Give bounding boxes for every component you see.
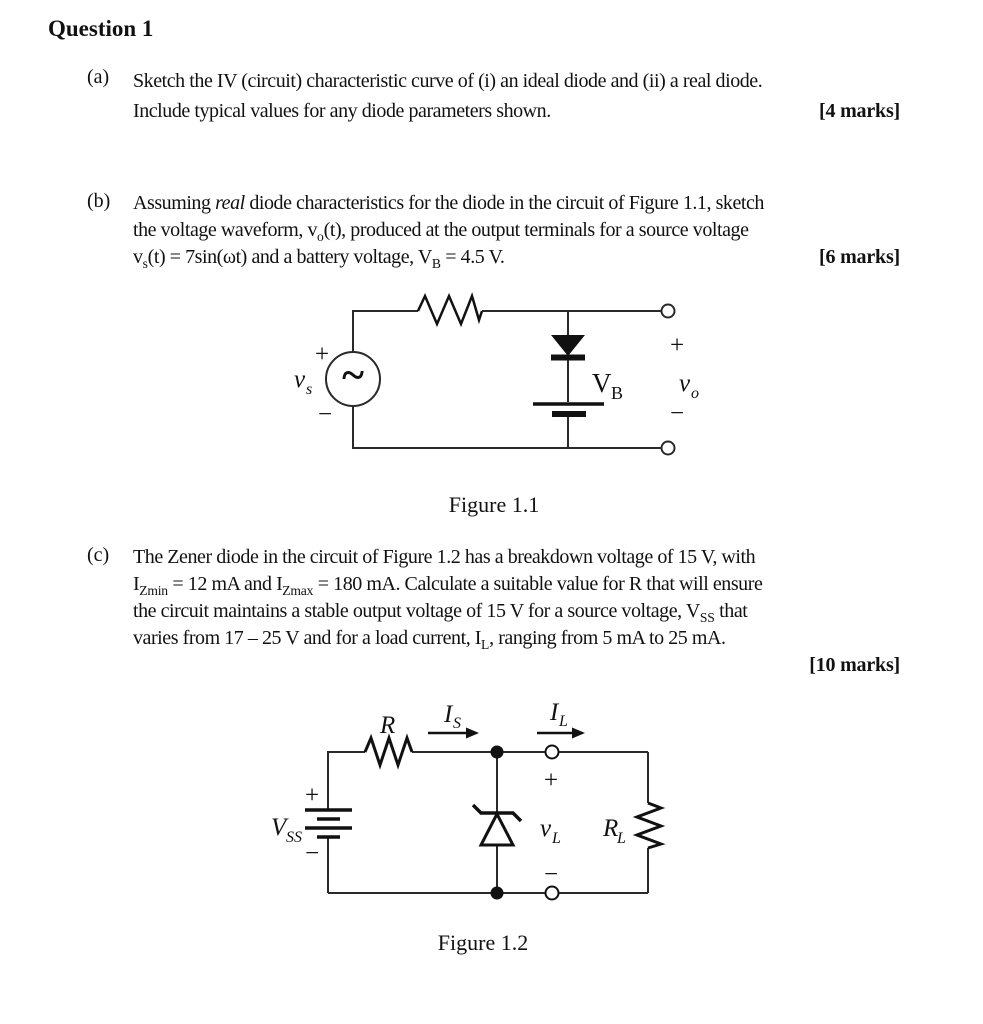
part-b-line-1: Assuming real diode characteristics for the diode in the circuit of Figure 1.1, sketch [133,192,764,214]
fig2-vl-sub: L [552,830,561,847]
fig1-vo-label: v [679,370,691,397]
part-a-line-2 [133,96,900,126]
part-c [87,544,900,679]
question-title: Question 1 [48,16,154,41]
fig1-source-minus: − [318,401,333,428]
part-b-marks: [6 marks] [819,246,900,268]
fig2-node-top [491,746,504,759]
part-b-line-3-text: $v_s(t) = 7\sin(\omega t)$ and a battery voltage, $V_B = 4.5$ V. [133,246,505,271]
fig2-node-bottom [491,887,504,900]
fig1-vs-sub: s [306,381,313,398]
part-b-label: (b) [87,190,111,212]
fig1-vb-label: V [592,368,612,398]
fig2-vss-minus: − [305,840,320,867]
fig2-vss-sub: SS [286,829,302,846]
fig2-vl-plus: + [544,767,559,794]
fig1-wires [353,311,661,448]
fig2-vss-label: V [271,814,287,841]
part-b [87,190,900,271]
part-a [87,66,900,126]
figure-1-2-caption: Figure 1.2 [437,930,529,955]
fig2-rl-label: R [603,815,619,842]
fig2-terminal-top [546,746,559,759]
part-c-line-1: The Zener diode in the circuit of Figure 1.2 has a breakdown voltage of 15 V, with [133,546,756,568]
fig2-vl-minus: − [544,861,559,888]
part-c-label: (c) [87,544,110,566]
fig2-il-label: I [550,699,559,726]
fig2-vl-label: v [540,815,552,842]
fig2-is-label: I [444,701,453,728]
figure-1-1-circuit [280,290,700,465]
part-a-line-2-text: Include typical values for any diode parameters shown. [133,100,551,122]
fig2-r-label: R [380,712,396,739]
part-c-marks: [10 marks] [809,654,900,676]
part-a-label: (a) [87,66,110,88]
fig1-resistor [418,296,482,324]
fig2-vss-plus: + [305,782,320,809]
fig1-battery [533,404,604,414]
figure-1-1-caption: Figure 1.1 [448,492,540,517]
part-b-line-3 [133,244,900,271]
part-c-marks-line [133,652,900,679]
fig2-terminal-bottom [546,887,559,900]
part-a-marks: [4 marks] [819,100,900,122]
fig2-battery-vss [305,810,352,837]
part-c-line-2: $I_{Zmin} = 12$ mA and $I_{Zmax} = 180$ mA. Calculate a suitable value for R that will ensure [133,573,763,598]
fig2-resistor-r [365,738,412,765]
fig2-is-sub: S [453,715,461,732]
fig2-il-sub: L [559,713,568,730]
fig1-diode [551,335,585,358]
part-c-line-4: varies from 17 – 25 V and for a load current, $I_L$, ranging from 5 mA to 25 mA. [133,627,726,652]
fig1-terminal-bottom [662,442,675,455]
part-c-line-3: the circuit maintains a stable output voltage of 15 V for a source voltage, $V_{SS}$ that [133,600,748,625]
fig2-resistor-rl [637,803,661,848]
fig2-rl-sub: L [617,830,626,847]
fig1-vo-sub: o [691,385,699,402]
fig1-source-plus: + [315,341,330,368]
fig2-zener-diode [473,805,521,845]
fig1-terminal-top [662,305,675,318]
fig2-wires [328,752,648,893]
fig1-tilde: ~ [342,353,364,399]
fig1-vo-minus: − [670,400,685,427]
part-b-line-2: the voltage waveform, $v_o(t)$, produced at the output terminals for a source voltage [133,219,749,244]
figure-1-2-circuit [260,700,680,905]
fig1-vb-sub: B [611,383,624,403]
part-a-line-1: Sketch the IV (circuit) characteristic curve of (i) an ideal diode and (ii) a real diode. [133,70,763,92]
fig1-vo-plus: + [670,332,685,359]
fig1-vs-label: v [294,366,306,393]
fig1-ac-source [326,352,380,406]
